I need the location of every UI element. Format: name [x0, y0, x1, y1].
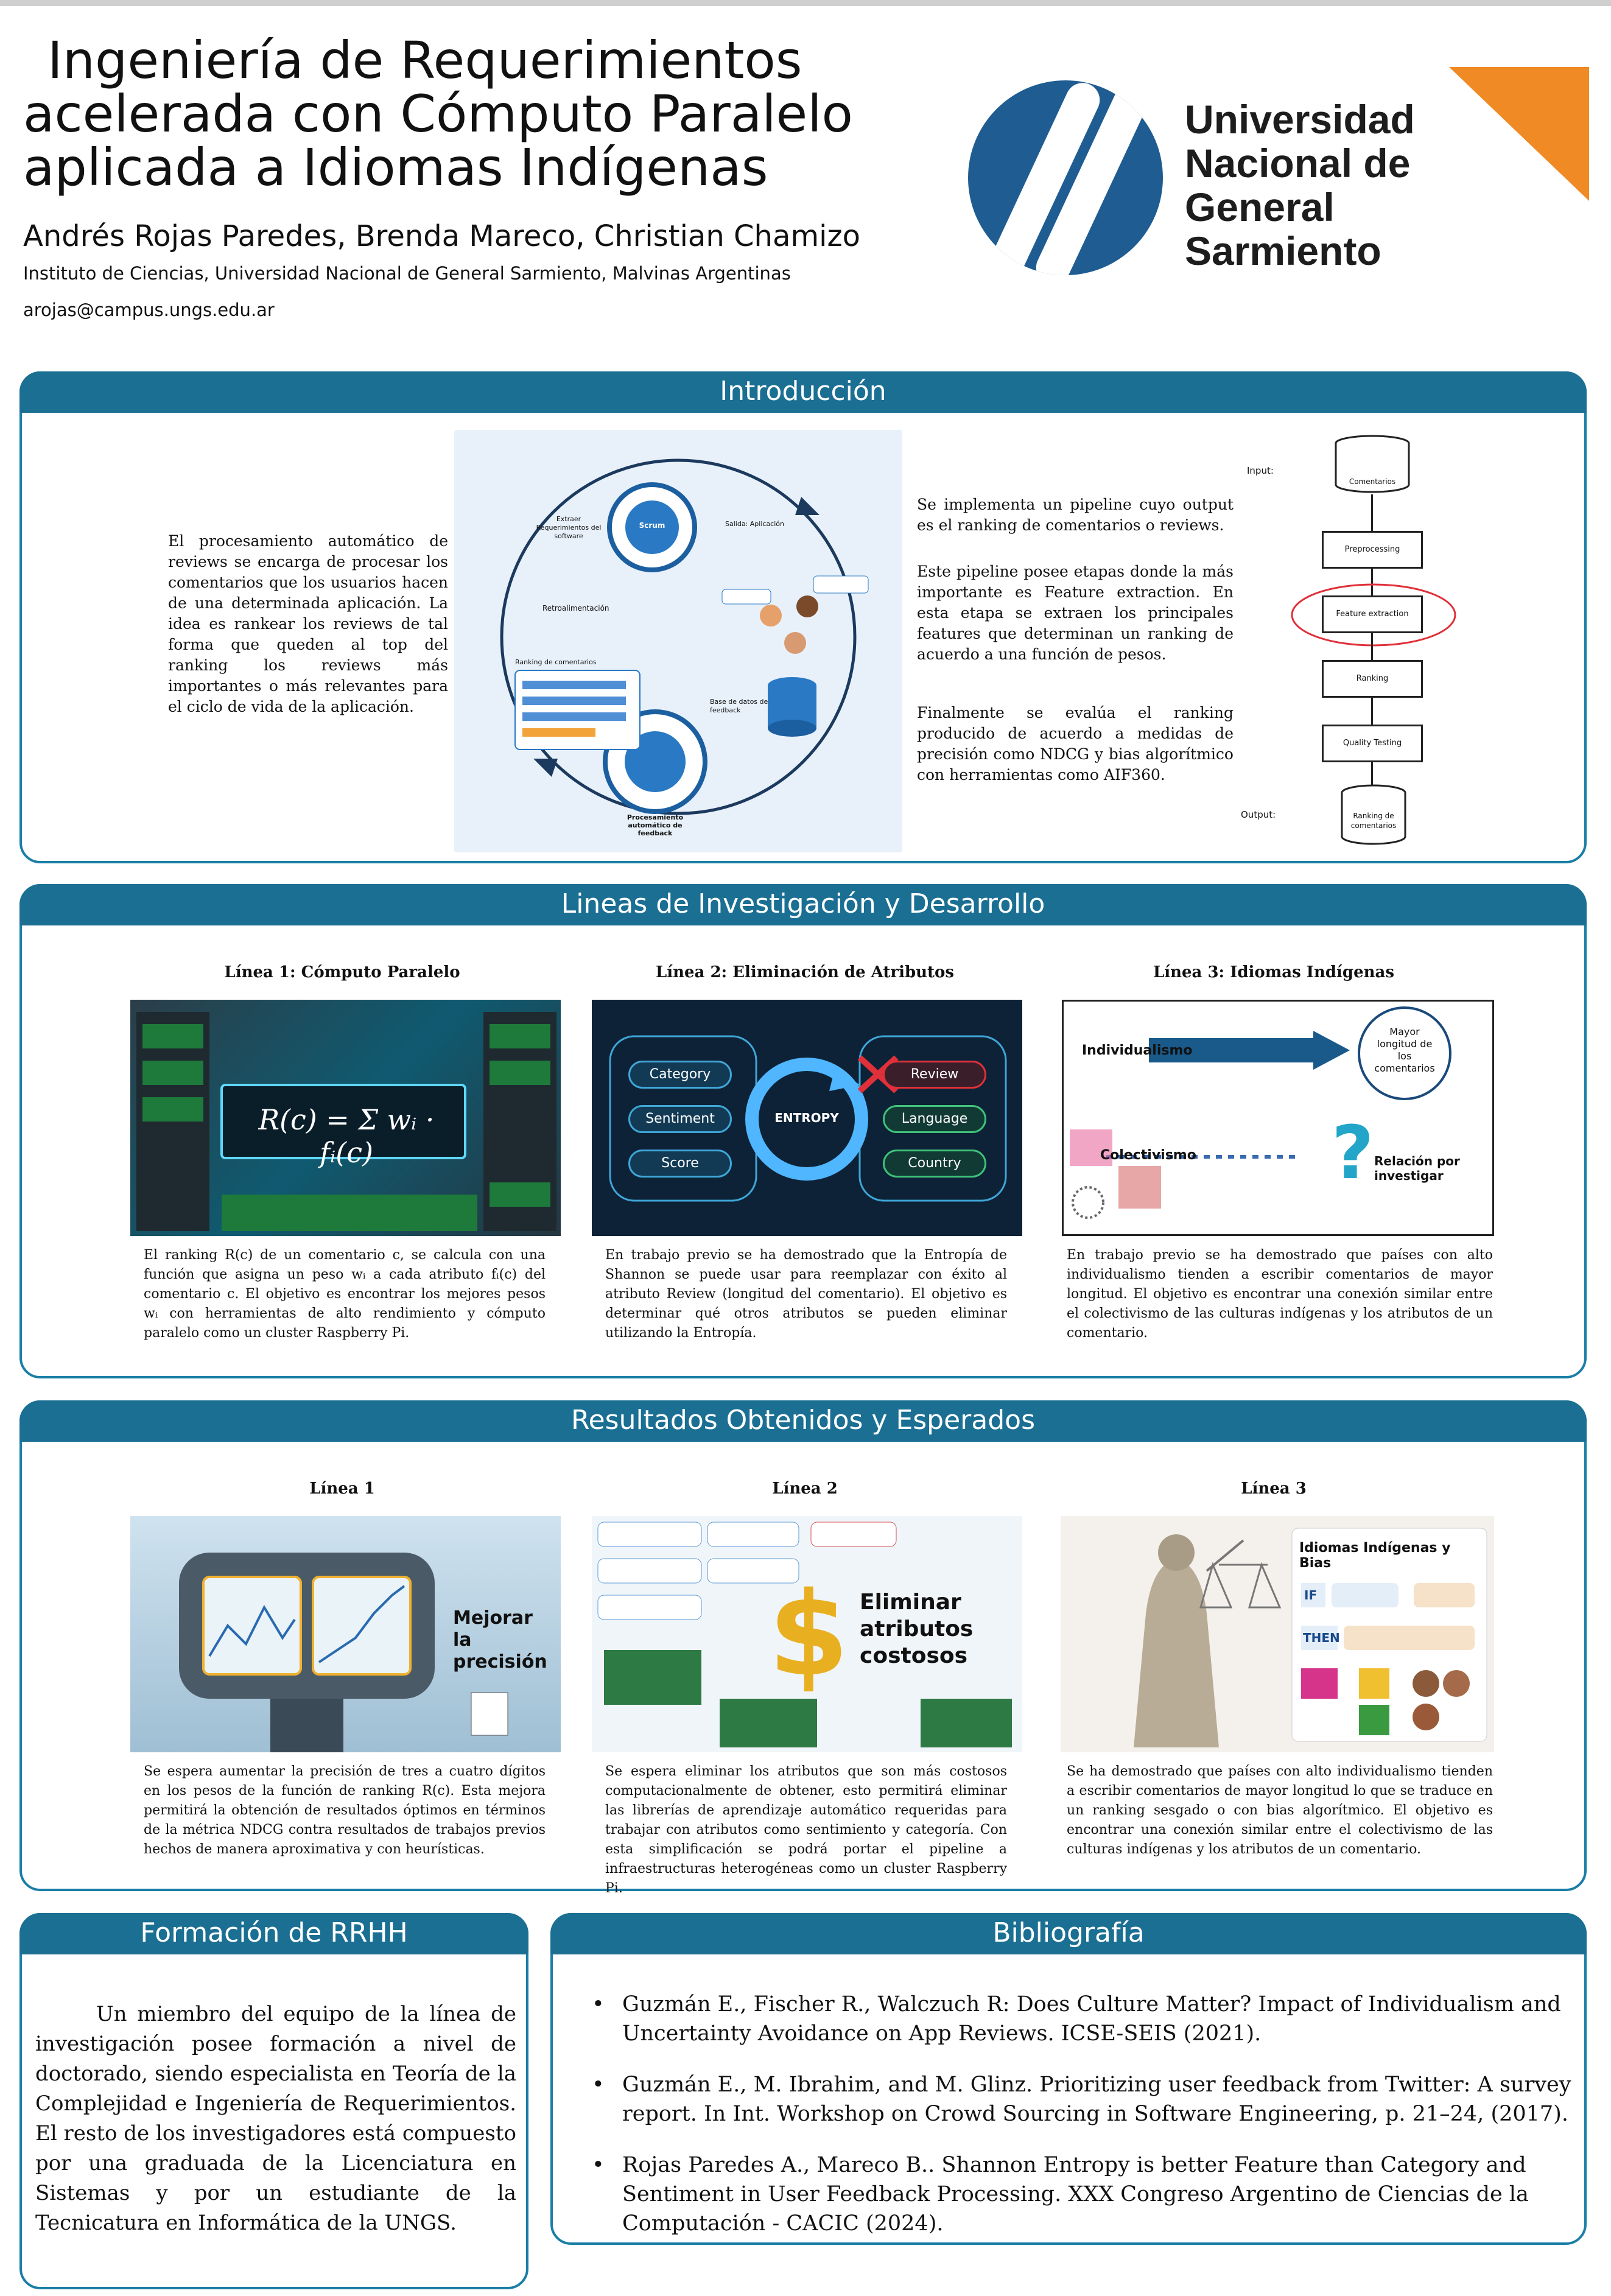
title-line-2: acelerada con Cómputo Paralelo	[23, 84, 853, 144]
linea3-img-individualismo: Individualismo	[1082, 1043, 1193, 1058]
logo-line-1: Universidad	[1185, 97, 1415, 142]
bibliografia-heading: Bibliografía	[550, 1913, 1587, 1954]
lineas-heading: Lineas de Investigación y Desarrollo	[19, 884, 1587, 925]
flow-node-quality-testing: Quality Testing	[1322, 725, 1423, 762]
linea1-title: Línea 1: Cómputo Paralelo	[224, 963, 460, 981]
linea3-img-relacion: Relación por investigar	[1374, 1154, 1460, 1183]
authors: Andrés Rojas Paredes, Brenda Mareco, Christian Chamizo	[23, 219, 861, 253]
rrhh-panel	[19, 1913, 528, 2289]
resultado2-title: Línea 2	[772, 1480, 838, 1498]
orange-triangle-icon	[1449, 67, 1589, 201]
rrhh-text: Un miembro del equipo de la línea de investigación posee formación a nivel de doctorado, siendo especialista en Teoría de la Complejidad e Ingeniería de Requerimientos. El resto de los investigadores está compuesto por una graduada de la Licenciatura en Sistemas y por un estudiante de la Tecnicatura en Informática de la UNGS.	[35, 2002, 516, 2235]
eliminate-img-label: Eliminar atributos costosos	[860, 1590, 974, 1668]
entropy-chip-category: Category	[628, 1061, 732, 1089]
intro-right-p3: Finalmente se evalúa el ranking producido de acuerdo a medidas de precisión como NDCG y bias algorítmico con herramientas como AIF360.	[917, 704, 1234, 784]
entropy-center-label: ENTROPY	[774, 1111, 839, 1125]
svg-text:$: $	[768, 1567, 849, 1702]
svg-text:?: ?	[1332, 1111, 1374, 1196]
entropy-chip-review: Review	[883, 1061, 986, 1089]
title-line-3: aplicada a Idiomas Indígenas	[23, 138, 768, 197]
linea2-text: En trabajo previo se ha demostrado que la Entropía de Shannon se puede usar para reemplazar con éxito al atributo Review (longitud del comentario). El objetivo es determinar qué otros atributos se pueden eliminar utilizando la Entropía.	[605, 1248, 1007, 1341]
intro-heading: Introducción	[19, 371, 1587, 413]
logo-line-3: General	[1185, 184, 1335, 230]
logo-line-2: Nacional de	[1185, 141, 1411, 186]
bias-img-then: THEN	[1303, 1631, 1340, 1645]
entropy-chip-country: Country	[883, 1150, 986, 1178]
resultado3-text: Se ha demostrado que países con alto individualismo tienden a escribir comentarios de mayor longitud lo que se traduce en un ranking sesgado o con bias algorítmico. El objetivo es encontrar una conexión similar entre el colectivismo de las culturas indígenas y los atributos de un comentario.	[1067, 1764, 1493, 1857]
entropy-chip-score: Score	[628, 1150, 732, 1178]
individualism-collectivism-image	[1062, 1000, 1494, 1236]
entropy-attributes-image	[592, 1000, 1022, 1236]
linea1-text: El ranking R(c) de un comentario c, se calcula con una función que asigna un peso wᵢ a cada atributo fᵢ(c) del comentario c. El objetivo es encontrar los mejores pesos wᵢ con herramientas de alto rendimiento y cómputo paralelo como un cluster Raspberry Pi.	[144, 1248, 546, 1341]
title-line-1: Ingeniería de Requerimientos	[47, 30, 802, 90]
resultados-panel	[19, 1400, 1587, 1896]
parallel-computing-image	[130, 1000, 561, 1236]
poster-title	[23, 30, 936, 197]
intro-right-p2: Este pipeline posee etapas donde la más importante es Feature extraction. En esta etapa se extraen los principales features que determinan un ranking de acuerdo a una función de pesos.	[917, 563, 1234, 663]
linea2-title: Línea 2: Eliminación de Atributos	[655, 963, 955, 981]
cycle-label-output: Salida: Aplicación	[725, 520, 784, 528]
intro-left-text: El procesamiento automático de reviews se encarga de procesar los comentarios que los usuarios hacen de una determinada aplicación. La idea es rankear los reviews de tal forma que queden al top del ranking los reviews más importantes o más relevantes para el ciclo de vida de la aplicación.	[168, 532, 448, 715]
bias-img-if: IF	[1304, 1588, 1318, 1603]
resultados-heading: Resultados Obtenidos y Esperados	[19, 1400, 1587, 1442]
linea3-img-mayor-longitud: Mayor longitud de los comentarios	[1374, 1026, 1435, 1074]
bias-img-title: Idiomas Indígenas y Bias	[1299, 1540, 1451, 1571]
cycle-label-ranking: Ranking de comentarios	[515, 658, 597, 666]
intro-right-p1: Se implementa un pipeline cuyo output es el ranking de comentarios o reviews.	[917, 496, 1234, 534]
linea3-img-colectivismo: Colectivismo	[1100, 1148, 1196, 1163]
cycle-label-extract: Extraer Requerimientos del software	[536, 515, 602, 540]
cycle-center-scrum: Scrum	[639, 521, 665, 530]
precision-image	[130, 1516, 561, 1752]
email-link[interactable]: arojas@campus.ungs.edu.ar	[23, 300, 275, 320]
flow-input-label: Input:	[1247, 465, 1274, 476]
bibliography-list	[622, 1990, 1572, 2260]
requirements-cycle-image	[454, 430, 902, 852]
bibliografia-panel	[550, 1913, 1587, 2245]
flow-arrow-1	[1371, 494, 1373, 531]
resultado2-text: Se espera eliminar los atributos que son más costosos computacionalmente de obtener, esto permitirá eliminar las librerías de aprendizaje automático requeridas para trabajar con atributos como sentimiento y categoría. Con esta simplificación se podrá portar el pipeline a infraestructuras heterogéneas como un cluster Raspberry Pi.	[605, 1764, 1007, 1896]
parallel-formula: R(c) = Σ wᵢ · fᵢ(c)	[258, 1103, 435, 1169]
bias-image	[1061, 1516, 1494, 1752]
flow-arrow-4	[1371, 698, 1373, 725]
flow-arrow-3	[1371, 633, 1373, 660]
linea3-title: Línea 3: Idiomas Indígenas	[1153, 963, 1395, 981]
resultado3-title: Línea 3	[1241, 1480, 1307, 1498]
university-name	[1185, 97, 1415, 273]
bibliography-item: • Guzmán E., M. Ibrahim, and M. Glinz. Prioritizing user feedback from Twitter: A survey report. In Int. Workshop on Crowd Sourcing in Software Engineering, p. 21–24, (2017).	[622, 2070, 1572, 2129]
cycle-label-feedback: Retroalimentación	[542, 604, 609, 613]
top-rule	[0, 0, 1611, 6]
resultado1-title: Línea 1	[309, 1480, 375, 1498]
cycle-label-database: Base de datos de feedback	[710, 698, 768, 714]
flow-output-label: Output:	[1241, 809, 1276, 820]
precision-img-label: Mejorar la precisión	[453, 1607, 547, 1673]
bibliography-item: • Rojas Paredes A., Mareco B.. Shannon Entropy is better Feature than Category and Sentiment in User Feedback Processing. XXX Congreso Argentino de Ciencias de la Computación - CACIC (2024).	[622, 2150, 1572, 2238]
entropy-chip-sentiment: Sentiment	[628, 1105, 732, 1133]
rrhh-heading: Formación de RRHH	[19, 1913, 528, 1954]
bibliography-item: • Guzmán E., Fischer R., Walczuch R: Does Culture Matter? Impact of Individualism and Uncertainty Avoidance on App Reviews. ICSE-SEIS (2021).	[622, 1990, 1572, 2048]
entropy-chip-language: Language	[883, 1105, 986, 1133]
cycle-label-processing: Procesamiento automático de feedback	[626, 813, 684, 837]
flow-node-ranking: Ranking	[1322, 660, 1423, 698]
resultado1-text: Se espera aumentar la precisión de tres a cuatro dígitos en los pesos de la función de ranking R(c). Esta mejora permitirá la obtención de resultados óptimos en términos de la métrica NDCG contra resultados de trabajos previos hechos de manera aproximativa y con heurísticas.	[144, 1764, 546, 1857]
intro-panel	[19, 371, 1587, 863]
institution: Instituto de Ciencias, Universidad Nacional de General Sarmiento, Malvinas Argentinas	[23, 263, 791, 284]
lineas-panel	[19, 884, 1587, 1378]
flow-node-preprocessing: Preprocessing	[1322, 531, 1423, 569]
eliminate-attributes-image	[592, 1516, 1022, 1752]
flow-node-output: Ranking de comentarios	[1350, 812, 1397, 830]
logo-line-4: Sarmiento	[1185, 228, 1381, 273]
flow-node-comentarios: Comentarios	[1349, 477, 1396, 486]
university-logo-icon	[968, 80, 1163, 275]
linea3-text: En trabajo previo se ha demostrado que países con alto individualismo tienden a escribir comentarios de mayor longitud. El objetivo es encontrar una conexión similar entre el colectivismo de las culturas indígenas y los atributos de un comentario.	[1067, 1248, 1493, 1341]
flow-node-feature-extraction: Feature extraction	[1322, 595, 1423, 633]
